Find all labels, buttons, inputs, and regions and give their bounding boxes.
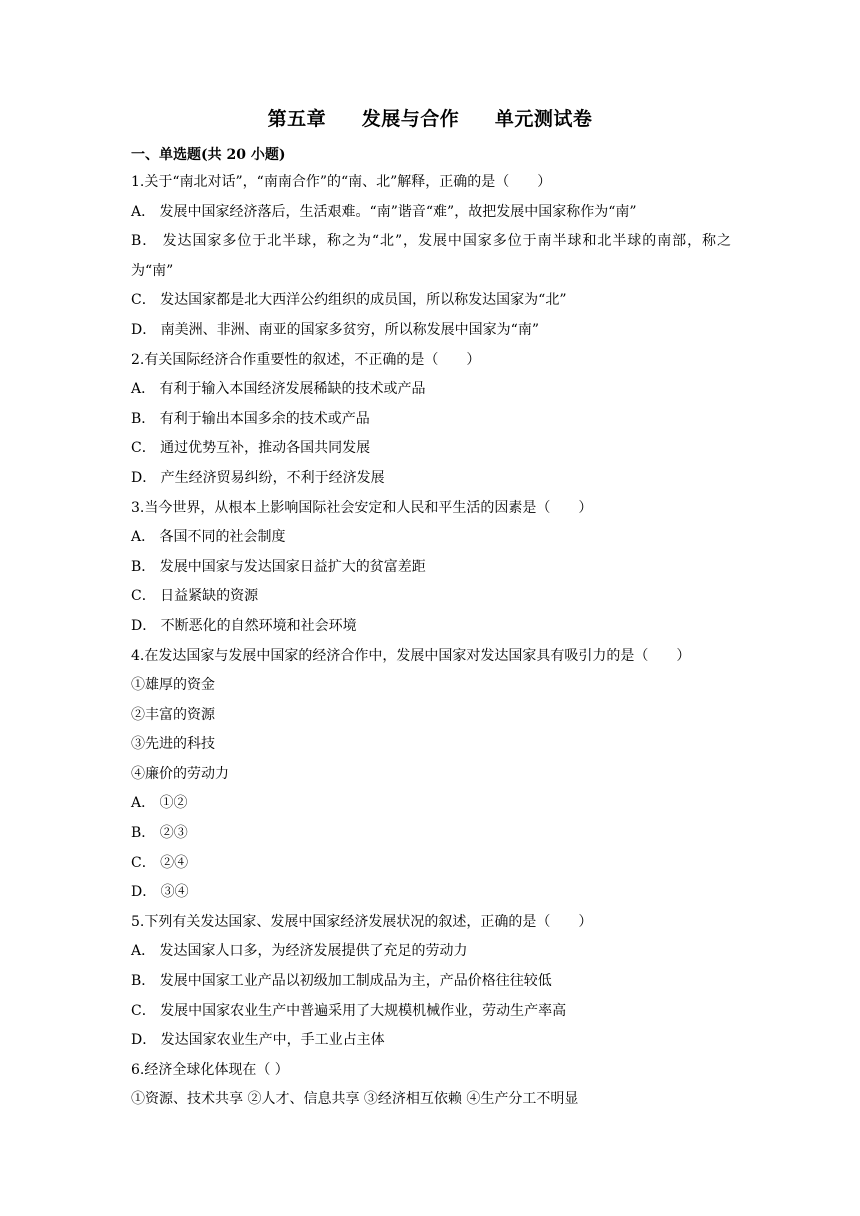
answer-option: D． 发达国家农业生产中，手工业占主体 xyxy=(131,1032,385,1049)
statement-item: ④廉价的劳动力 xyxy=(131,765,229,782)
statement-item: ①资源、技术共享 ②人才、信息共享 ③经济相互依赖 ④生产分工不明显 xyxy=(131,1091,579,1108)
section-heading: 一、单选题(共 20 小题) xyxy=(131,147,286,163)
question-stem: 1.关于“南北对话”，“南南合作”的“南、北”解释，正确的是（ ） xyxy=(131,174,552,190)
question-stem: 4.在发达国家与发展中国家的经济合作中，发展中国家对发达国家具有吸引力的是（ ） xyxy=(131,647,691,664)
answer-option: C． 通过优势互补，推动各国共同发展 xyxy=(131,440,371,457)
page-title: 第五章 发展与合作 单元测试卷 xyxy=(267,108,593,130)
statement-item: ②丰富的资源 xyxy=(131,706,215,723)
answer-option: A． 发展中国家经济落后，生活艰难。“南”谐音“难”，故把发展中国家称作为“南” xyxy=(131,203,637,220)
answer-option: B． 有利于输出本国多余的技术或产品 xyxy=(131,410,370,427)
answer-option: A． ①② xyxy=(131,795,188,812)
statement-item: ①雄厚的资金 xyxy=(131,677,215,694)
answer-option: A． 有利于输入本国经济发展稀缺的技术或产品 xyxy=(131,381,426,398)
answer-option: B． ②③ xyxy=(131,825,188,842)
question-stem: 2.有关国际经济合作重要性的叙述，不正确的是（ ） xyxy=(131,351,481,368)
answer-option: D． 不断恶化的自然环境和社会环境 xyxy=(131,617,357,634)
answer-option: D． ③④ xyxy=(131,884,189,901)
answer-option: C． 日益紧缺的资源 xyxy=(131,588,259,605)
answer-option: D． 南美洲、非洲、南亚的国家多贫穷，所以称发展中国家为“南” xyxy=(131,321,539,338)
answer-option: C． ②④ xyxy=(131,854,189,871)
answer-option: B． 发展中国家工业产品以初级加工制成品为主，产品价格往往较低 xyxy=(131,973,552,990)
answer-option: B． 发展中国家与发达国家日益扩大的贫富差距 xyxy=(131,558,426,575)
question-stem: 3.当今世界，从根本上影响国际社会安定和人民和平生活的因素是（ ） xyxy=(131,499,593,516)
answer-option: A． 发达国家人口多，为经济发展提供了充足的劳动力 xyxy=(131,943,468,960)
answer-option: A． 各国不同的社会制度 xyxy=(131,529,286,546)
answer-option: B． 发达国家多位于北半球，称之为“北”，发展中国家多位于南半球和北半球的南部，称之为“南” xyxy=(131,233,731,279)
question-stem: 5.下列有关发达国家、发展中国家经济发展状况的叙述，正确的是（ ） xyxy=(131,913,593,930)
answer-option: C． 发达国家都是北大西洋公约组织的成员国，所以称发达国家为“北” xyxy=(131,292,567,309)
question-list xyxy=(131,168,731,1115)
statement-item: ③先进的科技 xyxy=(131,736,215,753)
question-stem: 6.经济全球化体现在（ ） xyxy=(131,1061,289,1078)
answer-option: D． 产生经济贸易纠纷，不利于经济发展 xyxy=(131,469,385,486)
answer-option: C． 发展中国家农业生产中普遍采用了大规模机械作业，劳动生产率高 xyxy=(131,1002,567,1019)
